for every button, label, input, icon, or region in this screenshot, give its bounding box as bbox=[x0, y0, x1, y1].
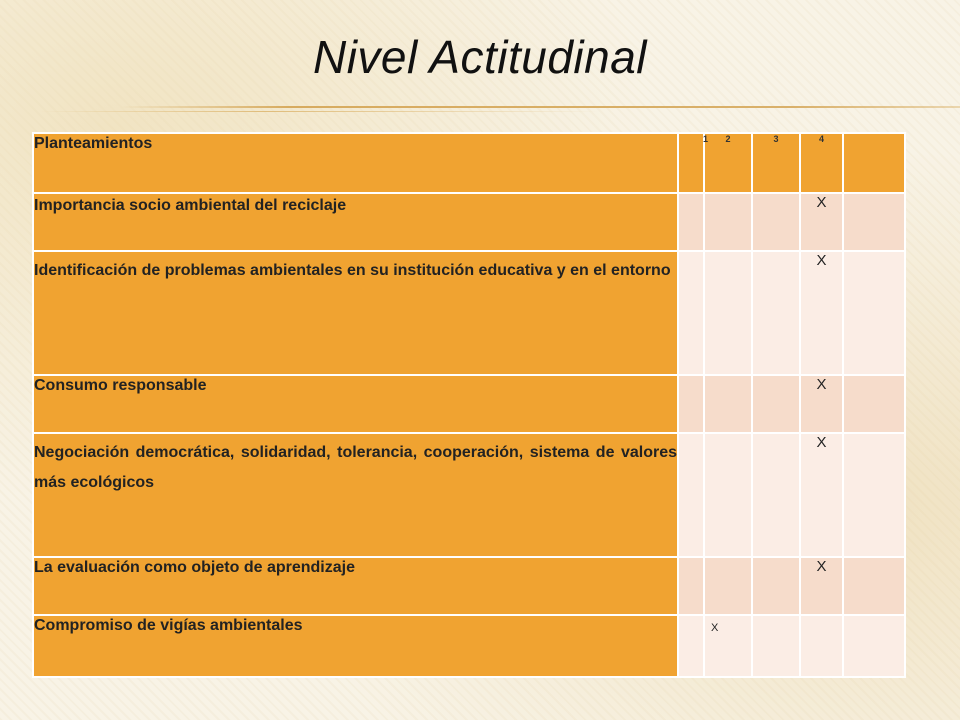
table-row bbox=[33, 375, 905, 433]
row-label: Consumo responsable bbox=[33, 375, 678, 433]
mark-cell bbox=[678, 615, 704, 677]
mark-cell bbox=[678, 193, 704, 251]
row-label: Compromiso de vigías ambientales bbox=[33, 615, 678, 677]
mark-cell bbox=[752, 193, 800, 251]
mark-cell: X bbox=[800, 557, 843, 615]
mark-cell bbox=[800, 615, 843, 677]
table-row bbox=[33, 557, 905, 615]
title-underline bbox=[120, 106, 960, 108]
mark-cell bbox=[843, 615, 905, 677]
mark-cell: X bbox=[704, 615, 752, 677]
mark-cell bbox=[678, 433, 704, 557]
mark-cell: X bbox=[800, 251, 843, 375]
mark-cell bbox=[678, 375, 704, 433]
mark-cell bbox=[704, 193, 752, 251]
mark-cell bbox=[843, 557, 905, 615]
mark-cell bbox=[752, 375, 800, 433]
mark-cell bbox=[752, 557, 800, 615]
table-row bbox=[33, 433, 905, 557]
slide-title: Nivel Actitudinal bbox=[312, 31, 648, 83]
table-header-row bbox=[33, 133, 905, 193]
row-label: Importancia socio ambiental del reciclaje bbox=[33, 193, 678, 251]
mark-cell bbox=[678, 557, 704, 615]
mark-cell bbox=[678, 251, 704, 375]
mark-cell bbox=[843, 433, 905, 557]
mark-cell bbox=[843, 375, 905, 433]
header-planteamientos: Planteamientos bbox=[33, 133, 678, 193]
mark-cell bbox=[843, 251, 905, 375]
row-label: Negociación democrática, solidaridad, tolerancia, cooperación, sistema de valores más ecológicos bbox=[33, 433, 678, 557]
mark-cell bbox=[752, 433, 800, 557]
mark-cell: X bbox=[800, 375, 843, 433]
mark-cell bbox=[843, 193, 905, 251]
table-row bbox=[33, 193, 905, 251]
header-level-3: 3 bbox=[752, 133, 800, 193]
row-label: La evaluación como objeto de aprendizaje bbox=[33, 557, 678, 615]
table-row bbox=[33, 615, 905, 677]
header-level-4: 4 bbox=[800, 133, 843, 193]
mark-cell: X bbox=[800, 433, 843, 557]
mark-cell bbox=[704, 251, 752, 375]
mark-cell bbox=[704, 375, 752, 433]
mark-cell bbox=[704, 557, 752, 615]
mark-cell bbox=[752, 615, 800, 677]
mark-cell bbox=[704, 433, 752, 557]
header-level-empty bbox=[843, 133, 905, 193]
mark-cell bbox=[752, 251, 800, 375]
row-label: Identificación de problemas ambientales en su institución educativa y en el entorno bbox=[33, 251, 678, 375]
mark-cell: X bbox=[800, 193, 843, 251]
table-row bbox=[33, 251, 905, 375]
evaluation-table bbox=[32, 132, 906, 678]
header-level-2: 2 bbox=[704, 133, 752, 193]
header-level-1: 1 bbox=[678, 133, 704, 193]
title-underline-secondary bbox=[40, 111, 600, 112]
